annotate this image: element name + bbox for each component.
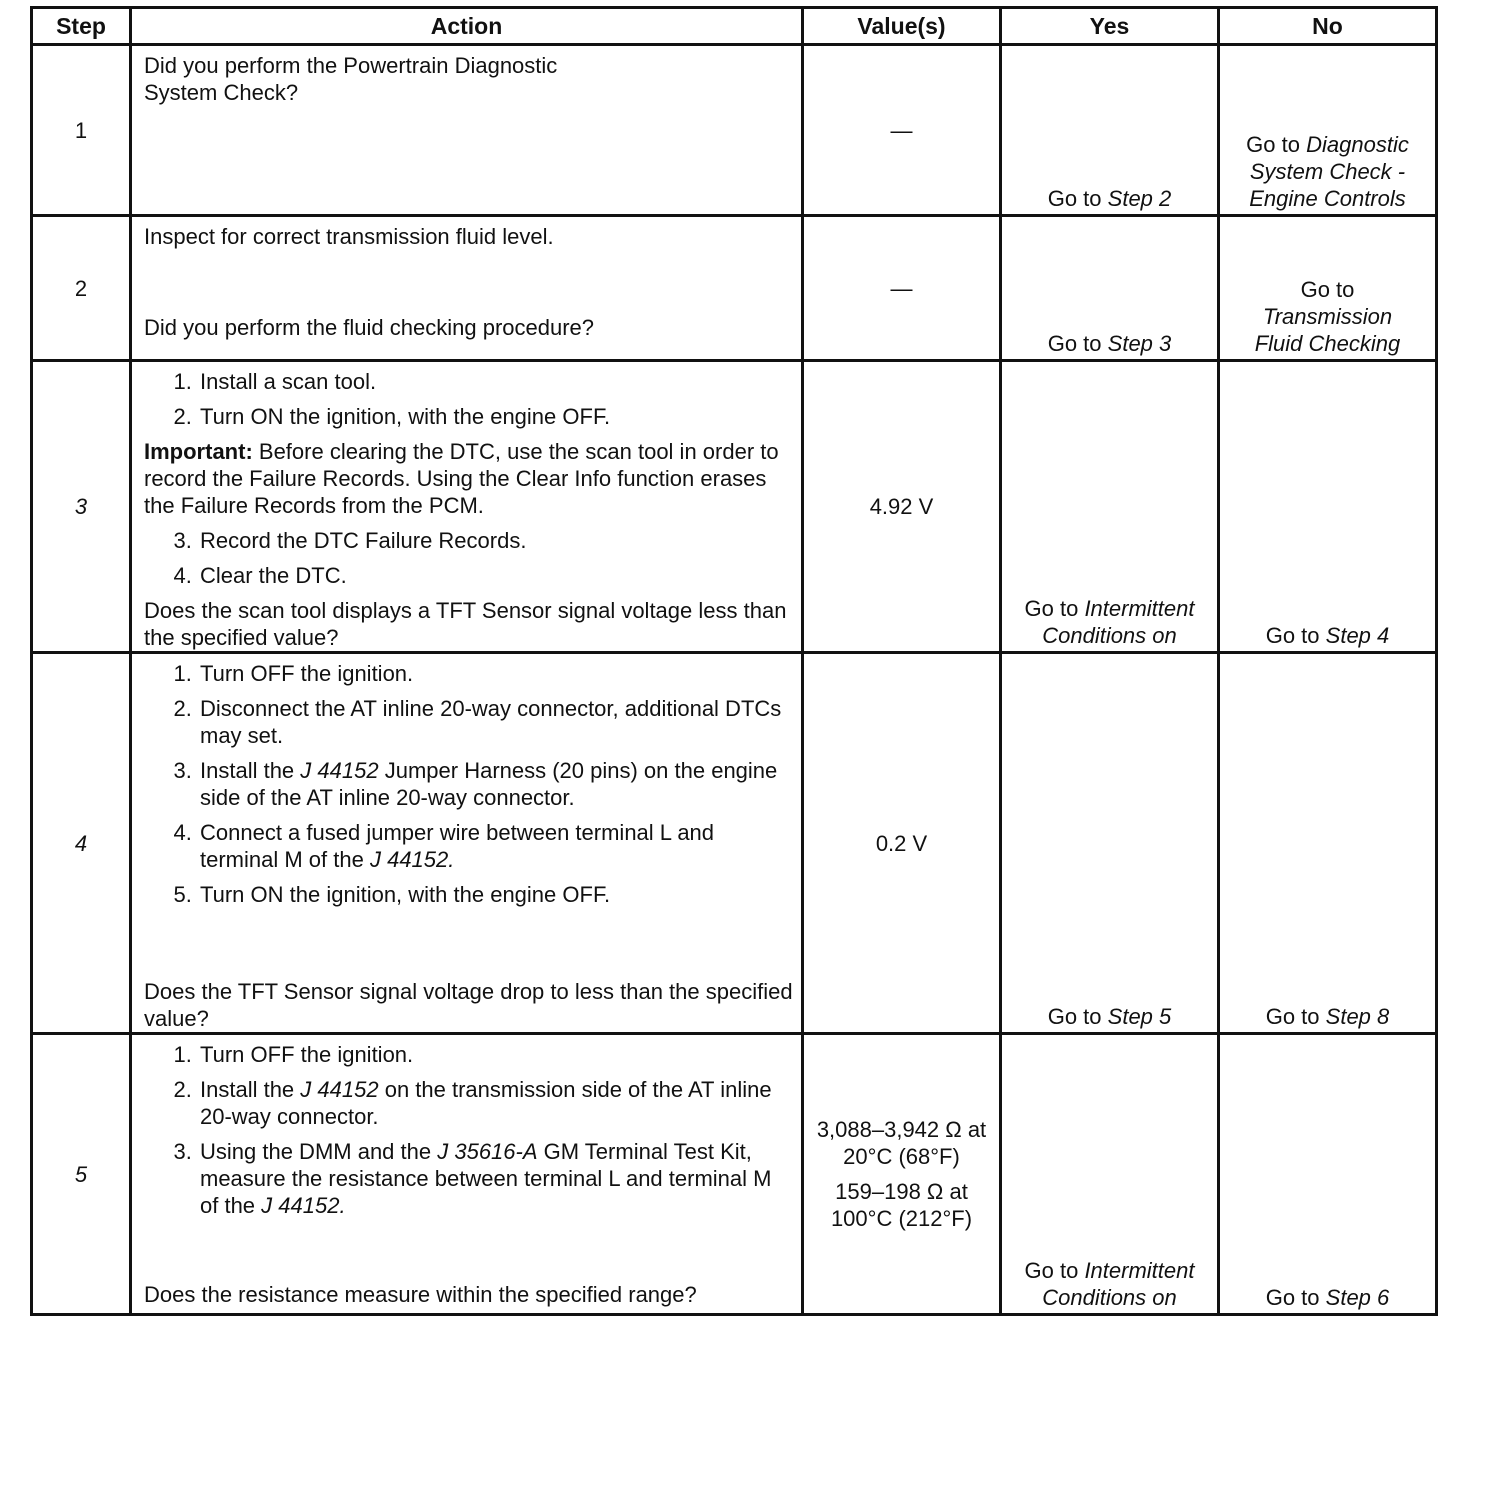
yes-link[interactable]: Intermittent Conditions on [1042,1258,1195,1310]
list-item: 1. Turn OFF the ignition. [198,660,793,687]
no-prefix: Go to [1246,132,1300,157]
step-number: 3 [32,361,131,653]
list-item [198,1138,793,1219]
list-item-text: Jumper Harness (20 pins) on the engine side of the AT inline 20-way connector. [200,758,778,810]
step-number: 4 [32,653,131,1034]
value-cell: — [803,45,1001,216]
step-number: 5 [32,1034,131,1315]
yes-link[interactable]: Step 3 [1107,331,1172,356]
action-question: Does the scan tool displays a TFT Sensor signal voltage less than the specified value? [144,598,787,650]
no-cell [1219,361,1437,653]
no-cell [1219,216,1437,361]
list-item-text: GM Terminal Test Kit, measure the resistance between terminal L and terminal M of the [200,1139,772,1218]
yes-prefix: Go to [1024,596,1079,621]
no-prefix: Go to [1265,623,1320,648]
important-text: Before clearing the DTC, use the scan tool in order to record the Failure Records. Using the Clear Info function erases the Failure Records from the PCM. [144,439,779,518]
yes-prefix: Go to [1047,331,1102,356]
yes-prefix: Go to [1024,1258,1079,1283]
action-text: Inspect for correct transmission fluid level. [144,224,554,249]
list-item: 3. Record the DTC Failure Records. [198,527,793,554]
yes-link[interactable]: Intermittent Conditions on [1042,596,1195,648]
header-row [32,8,1437,45]
tool-reference: J 35616-A [437,1139,538,1164]
yes-link[interactable]: Step 5 [1107,1004,1172,1029]
list-item: 5. Turn ON the ignition, with the engine OFF. [198,881,793,908]
action-question: Does the TFT Sensor signal voltage drop to less than the specified value? [144,979,793,1031]
no-link[interactable]: Diagnostic System Check - Engine Controls [1249,132,1409,211]
list-item: 4. Clear the DTC. [198,562,793,589]
no-prefix: Go to [1265,1285,1320,1310]
important-note [144,438,793,519]
yes-link[interactable]: Step 2 [1107,186,1172,211]
table-row [32,653,1437,1034]
list-item-text: Install the [200,1077,295,1102]
value-cell: 0.2 V [803,653,1001,1034]
value-range-100c: 159–198 Ω at 100°C (212°F) [830,1179,973,1231]
list-item [198,1076,793,1130]
step-number: 1 [32,45,131,216]
tool-reference: J 44152 [300,758,379,783]
no-cell [1219,1034,1437,1315]
header-values: Value(s) [803,8,1001,45]
yes-cell [1001,653,1219,1034]
header-yes: Yes [1001,8,1219,45]
no-link[interactable]: Step 8 [1325,1004,1390,1029]
tool-reference: J 44152. [369,847,455,872]
list-item: 2. Disconnect the AT inline 20-way connector, additional DTCs may set. [198,695,793,749]
yes-prefix: Go to [1047,186,1102,211]
list-item: 1. Install a scan tool. [198,368,793,395]
list-item-text: Install the [200,758,295,783]
action-question: Does the resistance measure within the specified range? [144,1282,697,1307]
list-item [198,757,793,811]
table-row [32,361,1437,653]
tool-reference: J 44152 [300,1077,379,1102]
no-link[interactable]: Step 6 [1325,1285,1390,1310]
no-cell [1219,653,1437,1034]
header-no: No [1219,8,1437,45]
no-link[interactable]: Step 4 [1325,623,1390,648]
list-item: 1. Turn OFF the ignition. [198,1041,793,1068]
list-item [198,819,793,873]
important-label: Important: [144,439,253,464]
yes-cell [1001,216,1219,361]
yes-cell [1001,361,1219,653]
yes-prefix: Go to [1047,1004,1102,1029]
table-row [32,45,1437,216]
action-question: Did you perform the fluid checking procedure? [144,315,595,340]
yes-cell [1001,1034,1219,1315]
value-cell: — [803,216,1001,361]
no-prefix: Go to [1300,277,1355,302]
no-prefix: Go to [1265,1004,1320,1029]
table-row [32,216,1437,361]
action-text: Did you perform the Powertrain Diagnostic System Check? [144,53,558,105]
value-cell: 4.92 V [803,361,1001,653]
step-number: 2 [32,216,131,361]
header-step: Step [32,8,131,45]
list-item: 2. Turn ON the ignition, with the engine OFF. [198,403,793,430]
header-action: Action [131,8,803,45]
tool-reference: J 44152. [261,1193,346,1218]
list-item-text: Using the DMM and the [200,1139,432,1164]
yes-cell [1001,45,1219,216]
diagnostic-table [30,6,1438,1316]
no-link[interactable]: Transmission Fluid Checking [1254,304,1401,356]
value-cell [803,1034,1001,1315]
list-item-text: on the transmission side of the AT inline 20-way connector. [200,1077,772,1129]
no-cell [1219,45,1437,216]
value-range-20c: 3,088–3,942 Ω at 20°C (68°F) [816,1117,987,1169]
table-row [32,1034,1437,1315]
list-item-text: Connect a fused jumper wire between terminal L and terminal M of the [200,820,715,872]
